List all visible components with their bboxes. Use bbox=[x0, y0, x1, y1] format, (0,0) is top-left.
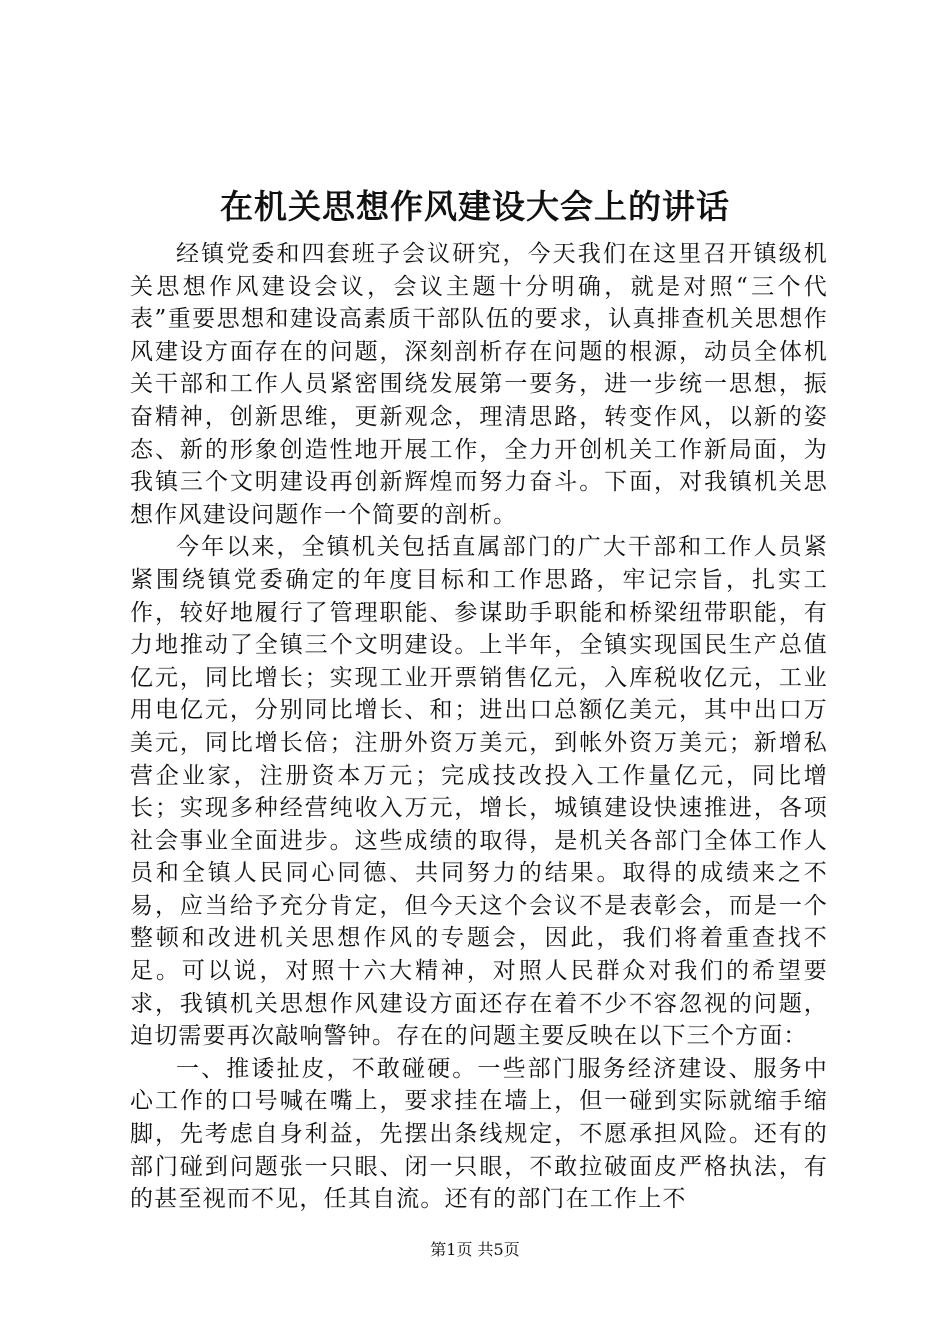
document-title: 在机关思想作风建设大会上的讲话 bbox=[220, 187, 730, 226]
paragraph-1: 经镇党委和四套班子会议研究，今天我们在这里召开镇级机关思想作风建设会议，会议主题十分明确，就是对照“三个代表”重要思想和建设高素质干部队伍的要求，认真排查机关思想作风建设方面存在的问题，深刻剖析存在问题的根源，动员全体机关干部和工作人员紧密围绕发展第一要务，进一步统一思想，振奋精神，创新思维，更新观念，理清思路，转变作风，以新的姿态、新的形象创造性地开展工作，全力开创机关工作新局面，为我镇三个文明建设再创新辉煌而努力奋斗。下面，对我镇机关思想作风建设问题作一个简要的剖析。 bbox=[130, 241, 828, 528]
page-footer bbox=[0, 1238, 950, 1262]
page-indicator: 第1页 共5页 bbox=[430, 1240, 520, 1259]
paragraph-2: 今年以来，全镇机关包括直属部门的广大干部和工作人员紧紧围绕镇党委确定的年度目标和工作思路，牢记宗旨，扎实工作，较好地履行了管理职能、参谋助手职能和桥梁纽带职能，有力地推动了全镇三个文明建设。上半年，全镇实现国民生产总值亿元，同比增长；实现工业开票销售亿元，入库税收亿元，工业用电亿元，分别同比增长、和；进出口总额亿美元，其中出口万美元，同比增长倍；注册外资万美元，到帐外资万美元；新增私营企业家，注册资本万元；完成技改投入工作量亿元，同比增长；实现多种经营纯收入万元，增长，城镇建设快速推进，各项社会事业全面进步。这些成绩的取得，是机关各部门全体工作人员和全镇人民同心同德、共同努力的结果。取得的成绩来之不易，应当给予充分肯定，但今天这个会议不是表彰会，而是一个整顿和改进机关思想作风的专题会，因此，我们将着重查找不足。可以说，对照十六大精神，对照人民群众对我们的希望要求，我镇机关思想作风建设方面还存在着不少不容忽视的问题，迫切需要再次敲响警钟。存在的问题主要反映在以下三个方面： bbox=[130, 534, 828, 1050]
document-body bbox=[130, 238, 828, 1216]
paragraph-3: 一、推诿扯皮，不敢碰硬。一些部门服务经济建设、服务中心工作的口号喊在嘴上，要求挂在墙上，但一碰到实际就缩手缩脚，先考虑自身利益，先摆出条线规定，不愿承担风险。还有的部门碰到问题张一只眼、闭一只眼，不敢拉破面皮严格执法，有的甚至视而不见，任其自流。还有的部门在工作上不 bbox=[130, 1055, 828, 1213]
